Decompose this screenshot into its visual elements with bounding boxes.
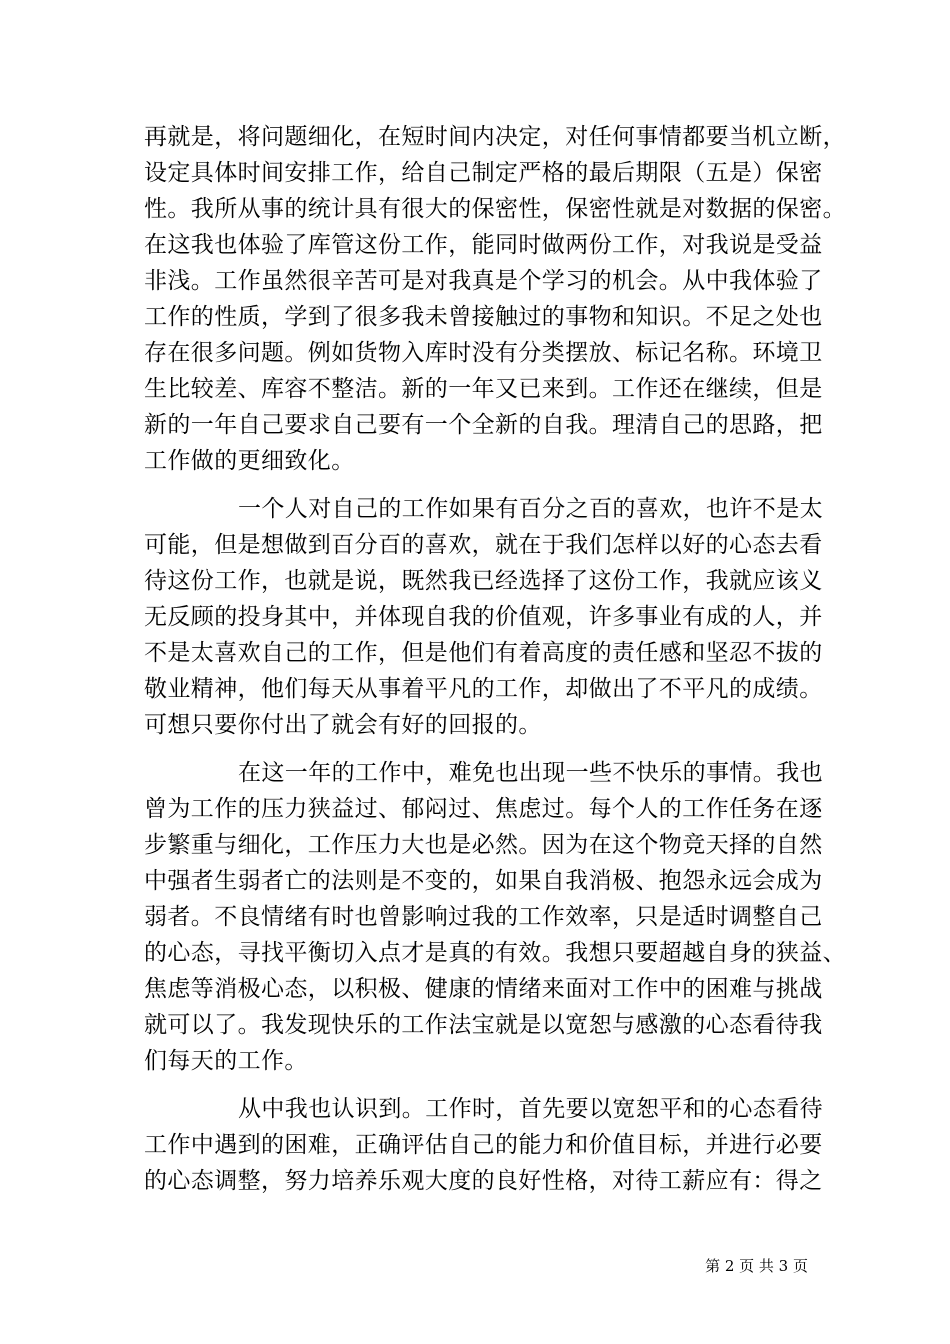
text-line: 可想只要你付出了就会有好的回报的。 [144,712,542,738]
text-line: 敬业精神，他们每天从事着平凡的工作，却做出了不平凡的成绩。 [144,676,823,702]
text-line: 焦虑等消极心态，以积极、健康的情绪来面对工作中的困难与挑战 [144,976,823,1002]
text-line: 步繁重与细化，工作压力大也是必然。因为在这个物竞天择的自然 [144,832,823,858]
text-line: 曾为工作的压力狭益过、郁闷过、焦虑过。每个人的工作任务在逐 [144,796,823,822]
text-line: 新的一年自己要求自己要有一个全新的自我。理清自己的思路，把 [144,412,823,438]
text-line: 可能，但是想做到百分百的喜欢，就在于我们怎样以好的心态去看 [144,532,823,558]
text-line: 就可以了。我发现快乐的工作法宝就是以宽恕与感激的心态看待我 [144,1012,823,1038]
paragraph-first-line: 从中我也认识到。工作时，首先要以宽恕平和的心态看待 [238,1096,823,1122]
text-line: 生比较差、库容不整洁。新的一年又已来到。工作还在继续，但是 [144,376,823,402]
text-line: 的心态，寻找平衡切入点才是真的有效。我想只要超越自身的狭益、 [144,940,846,966]
text-line: 工作做的更细致化。 [144,448,355,474]
text-line: 非浅。工作虽然很辛苦可是对我真是个学习的机会。从中我体验了 [144,268,823,294]
paragraph-first-line: 一个人对自己的工作如果有百分之百的喜欢，也许不是太 [238,496,823,522]
text-line: 待这份工作，也就是说，既然我已经选择了这份工作，我就应该义 [144,568,823,594]
text-line: 存在很多问题。例如货物入库时没有分类摆放、标记名称。环境卫 [144,340,823,366]
text-line: 设定具体时间安排工作，给自己制定严格的最后期限（五是）保密 [144,160,823,186]
text-line: 再就是，将问题细化，在短时间内决定，对任何事情都要当机立断， [144,124,846,150]
text-line: 弱者。不良情绪有时也曾影响过我的工作效率，只是适时调整自己 [144,904,823,930]
text-line: 无反顾的投身其中，并体现自我的价值观，许多事业有成的人，并 [144,604,823,630]
text-line: 中强者生弱者亡的法则是不变的，如果自我消极、抱怨永远会成为 [144,868,823,894]
text-line: 工作中遇到的困难，正确评估自己的能力和价值目标，并进行必要 [144,1132,823,1158]
text-line: 们每天的工作。 [144,1048,308,1074]
paragraph-first-line: 在这一年的工作中，难免也出现一些不快乐的事情。我也 [238,760,823,786]
text-line: 的心态调整，努力培养乐观大度的良好性格，对待工薪应有：得之 [144,1168,823,1194]
text-line: 工作的性质，学到了很多我未曾接触过的事物和知识。不足之处也 [144,304,823,330]
page-footer: 第 2 页 共 3 页 [705,1257,808,1275]
text-line: 在这我也体验了库管这份工作，能同时做两份工作，对我说是受益 [144,232,823,258]
text-line: 性。我所从事的统计具有很大的保密性，保密性就是对数据的保密。 [144,196,846,222]
text-line: 不是太喜欢自己的工作，但是他们有着高度的责任感和坚忍不拔的 [144,640,823,666]
